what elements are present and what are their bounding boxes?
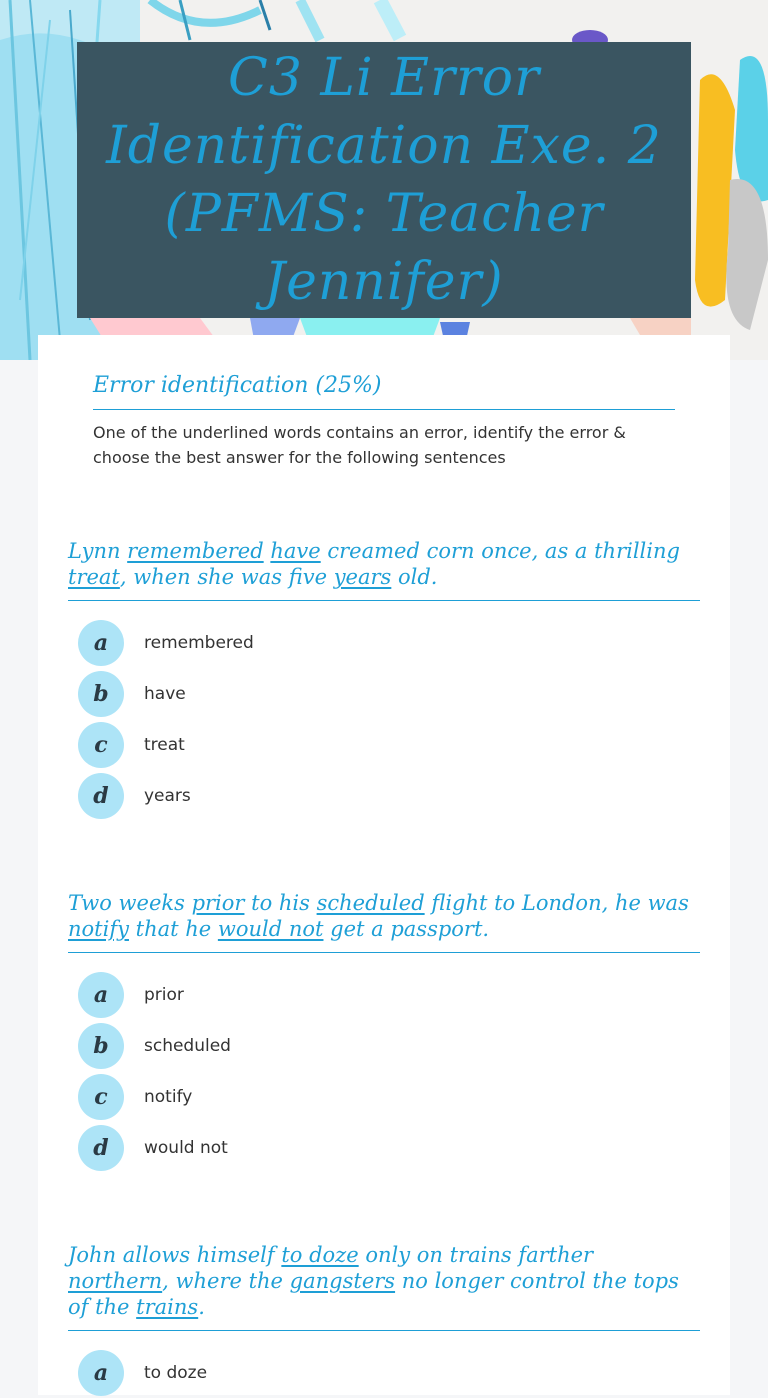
sentence-fragment: Two weeks <box>68 891 192 915</box>
option-label: have <box>144 683 186 704</box>
option-letter-bubble: b <box>78 671 124 717</box>
underlined-word: to doze <box>281 1243 359 1267</box>
underlined-word: northern <box>68 1269 163 1293</box>
sentence-fragment: old. <box>391 565 438 589</box>
answer-options <box>68 617 700 821</box>
section-description: One of the underlined words contains an error, identify the error & choose the best answer for the following sentences <box>93 423 626 467</box>
question-1 <box>68 538 700 821</box>
underlined-word: would not <box>217 917 324 941</box>
underlined-word: have <box>270 539 321 563</box>
worksheet-card <box>38 335 730 1395</box>
underlined-word: trains <box>136 1295 199 1319</box>
answer-option-b[interactable] <box>68 668 700 719</box>
answer-option-a[interactable] <box>68 617 700 668</box>
question-2 <box>68 890 700 1173</box>
option-label: years <box>144 785 191 806</box>
option-letter-bubble: c <box>78 722 124 768</box>
sentence-fragment: . <box>198 1295 205 1319</box>
sentence-fragment: Lynn <box>68 539 128 563</box>
answer-option-a[interactable] <box>68 1347 700 1398</box>
option-letter-bubble: a <box>78 972 124 1018</box>
sentence-fragment: get a passport. <box>323 917 490 941</box>
page-title: C3 Li Error Identification Exe. 2 (PFMS: Teacher Jennifer) <box>106 48 662 312</box>
option-label: remembered <box>144 632 254 653</box>
answer-option-c[interactable] <box>68 1071 700 1122</box>
option-label: notify <box>144 1086 193 1107</box>
sentence-fragment: creamed corn once, as a thrilling <box>320 539 680 563</box>
question-text <box>68 890 700 953</box>
underlined-word: notify <box>68 917 129 941</box>
option-label: treat <box>144 734 185 755</box>
option-label: to doze <box>144 1362 208 1383</box>
question-text <box>68 1242 700 1331</box>
sentence-fragment: flight to London, he was <box>424 891 689 915</box>
answer-options <box>68 1347 700 1398</box>
section-header <box>93 371 675 470</box>
question-text <box>68 538 700 601</box>
answer-option-c[interactable] <box>68 719 700 770</box>
answer-option-d[interactable] <box>68 770 700 821</box>
sentence-fragment: , when she was five <box>119 565 334 589</box>
sentence-fragment: no longer control the tops of the <box>68 1269 679 1319</box>
sentence-fragment: to his <box>244 891 317 915</box>
underlined-word: prior <box>191 891 245 915</box>
option-letter-bubble: d <box>78 773 124 819</box>
option-letter-bubble: a <box>78 1350 124 1396</box>
answer-options <box>68 969 700 1173</box>
sentence-fragment: John allows himself <box>68 1243 282 1267</box>
sentence-fragment: that he <box>128 917 218 941</box>
answer-option-a[interactable] <box>68 969 700 1020</box>
underlined-word: gangsters <box>289 1269 396 1293</box>
option-letter-bubble: d <box>78 1125 124 1171</box>
sentence-fragment: , where the <box>162 1269 290 1293</box>
answer-option-b[interactable] <box>68 1020 700 1071</box>
question-3 <box>68 1242 700 1398</box>
underlined-word: years <box>333 565 392 589</box>
option-letter-bubble: c <box>78 1074 124 1120</box>
title-banner <box>77 42 691 318</box>
underlined-word: treat <box>68 565 120 589</box>
answer-option-d[interactable] <box>68 1122 700 1173</box>
option-letter-bubble: b <box>78 1023 124 1069</box>
sentence-fragment: only on trains farther <box>358 1243 594 1267</box>
underlined-word: scheduled <box>316 891 425 915</box>
section-title: Error identification (25%) <box>93 371 675 410</box>
underlined-word: remembered <box>127 539 264 563</box>
option-label: prior <box>144 984 184 1005</box>
option-letter-bubble: a <box>78 620 124 666</box>
option-label: scheduled <box>144 1035 231 1056</box>
option-label: would not <box>144 1137 228 1158</box>
